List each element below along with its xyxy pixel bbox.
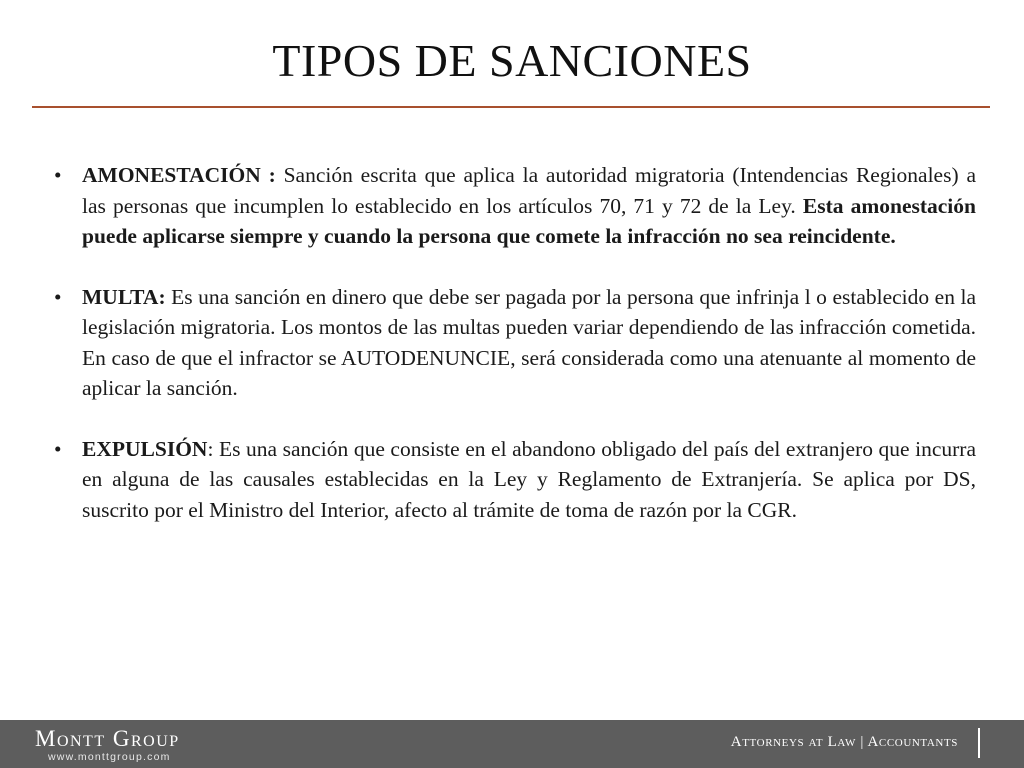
body-amonestacion: Sanción escrita que aplica la autoridad migratoria (Intendencias Regionales) a las personas que incumplen lo establecido en los artículos 70, 71 y 72 de la Ley.: [82, 163, 976, 218]
emphasis-amonestacion: Esta amonestación puede aplicarse siempre y cuando la persona que comete la infracción no sea reincidente.: [82, 193, 976, 248]
bullet-list: [50, 160, 976, 555]
brand-url: www.monttgroup.com: [48, 751, 171, 763]
bullet-icon: •: [54, 163, 62, 187]
bullet-amonestacion: [50, 160, 976, 252]
body-expulsion: : Es una sanción que consiste en el abandono obligado del país del extranjero que incurra en alguna de las causales establecidas en la Ley y Reglamento de Extranjería. Se aplica por DS, suscrito por el Ministro del Interior, afecto al trámite de toma de razón por la CGR.: [82, 436, 976, 522]
term-expulsion: EXPULSIÓN: [82, 436, 208, 461]
title-divider: [32, 106, 990, 108]
body-multa: Es una sanción en dinero que debe ser pagada por la persona que infrinja l o establecido en la legislación migratoria. Los montos de las multas pueden variar dependiendo de las infracción cometida. En caso de que el infractor se AUTODENUNCIE, será considerada como una atenuante al momento de aplicar la sanción.: [82, 284, 976, 400]
bullet-expulsion: [50, 434, 976, 526]
bullet-icon: •: [54, 436, 62, 461]
term-multa: MULTA:: [82, 284, 166, 309]
footer-tagline: Attorneys at Law | Accountants: [730, 734, 958, 750]
slide-title: TIPOS DE SANCIONES: [272, 35, 752, 86]
footer-bar: [0, 720, 1024, 768]
term-amonestacion: AMONESTACIÓN :: [82, 163, 276, 187]
bullet-icon: •: [54, 284, 62, 309]
footer-divider: [978, 728, 980, 758]
brand-logo: Montt Group: [35, 726, 180, 751]
bullet-multa: [50, 282, 976, 404]
